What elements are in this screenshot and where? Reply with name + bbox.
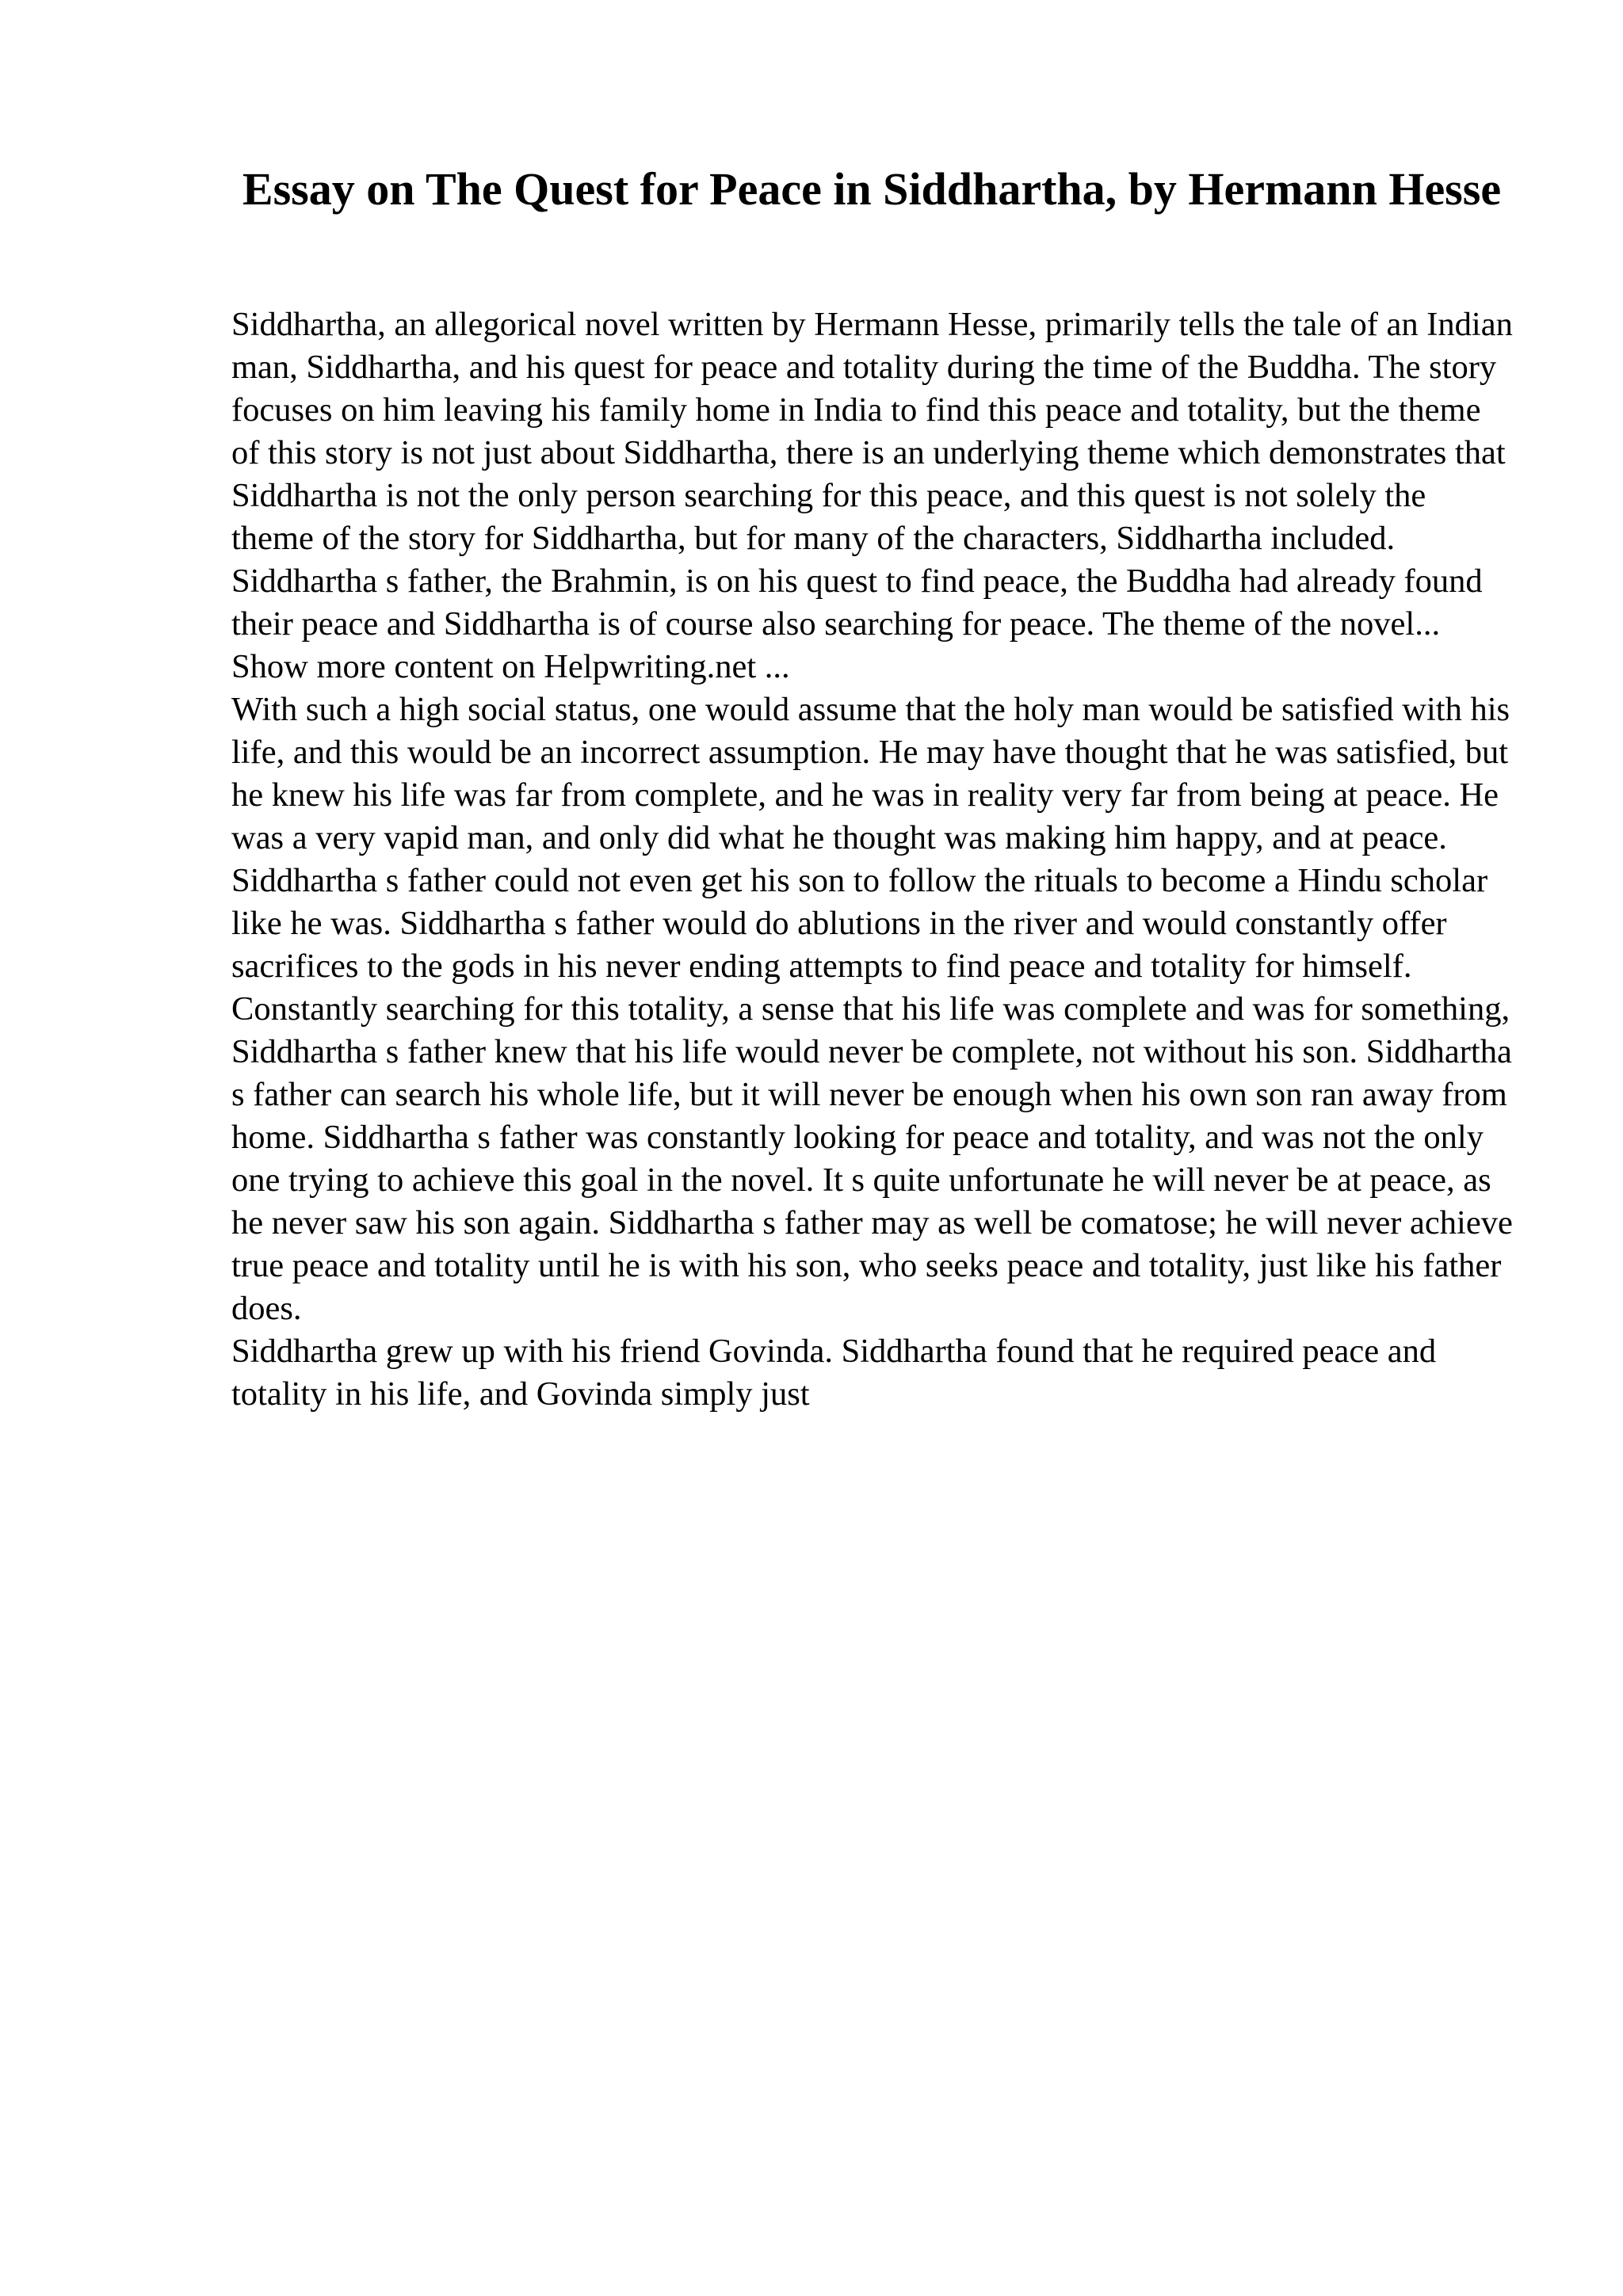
document-title: Essay on The Quest for Peace in Siddhartha, by Hermann Hesse [242,163,1502,215]
document-body [231,303,1515,1416]
paragraph-3: Siddhartha grew up with his friend Govinda. Siddhartha found that he required peace and totality in his life, and Govinda simply just [231,1333,1437,1413]
paragraph-1: Siddhartha, an allegorical novel written by Hermann Hesse, primarily tells the tale of an Indian man, Siddhartha, and his quest for peace and totality during the time of the Buddha. The story focuses on him leaving his family home in India to find this peace and totality, but the theme of this story is not just about Siddhartha, there is an underlying theme which demonstrates that Siddhartha is not the only person searching for this peace, and this quest is not solely the theme of the story for Siddhartha, but for many of the characters, Siddhartha included. Siddhartha s father, the Brahmin, is on his quest to find peace, the Buddha had already found their peace and Siddhartha is of course also searching for peace. The theme of the novel... Show more content on Helpwriting.net ... [231,306,1513,685]
paragraph-2: With such a high social status, one would assume that the holy man would be satisfied with his life, and this would be an incorrect assumption. He may have thought that he was satisfied, but he knew his life was far from complete, and he was in reality very far from being at peace. He was a very vapid man, and only did what he thought was making him happy, and at peace. Siddhartha s father could not even get his son to follow the rituals to become a Hindu scholar like he was. Siddhartha s father would do ablutions in the river and would constantly offer sacrifices to the gods in his never ending attempts to find peace and totality for himself. Constantly searching for this totality, a sense that his life was complete and was for something, Siddhartha s father knew that his life would never be complete, not without his son. Siddhartha s father can search his whole life, but it will never be enough when his own son ran away from home. Siddhartha s father was constantly looking for peace and totality, and was not the only one trying to achieve this goal in the novel. It s quite unfortunate he will never be at peace, as he never saw his son again. Siddhartha s father may as well be comatose; he will never achieve true peace and totality until he is with his son, who seeks peace and totality, just like his father does. [231,691,1513,1327]
